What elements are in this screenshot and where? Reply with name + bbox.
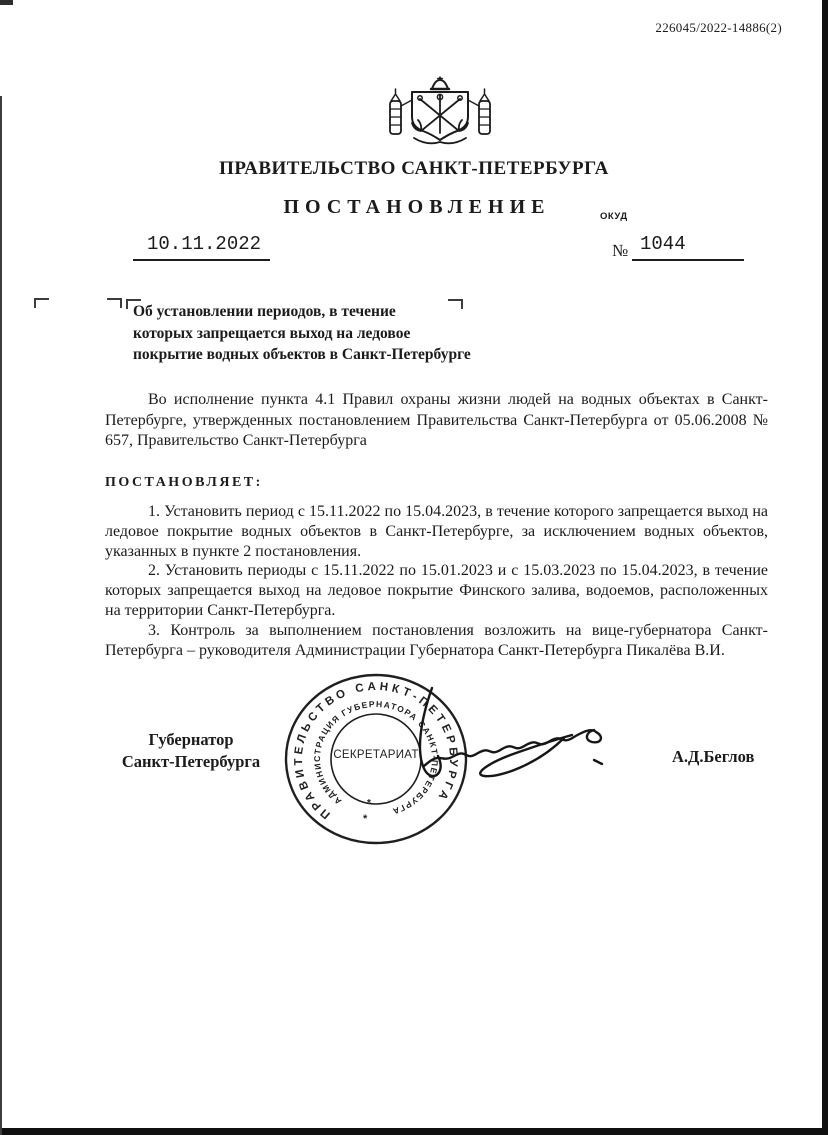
document-date: 10.11.2022 [147,233,262,255]
scan-edge-left [0,96,2,1135]
form-corner-mark [34,298,49,308]
issuing-authority-title: ПРАВИТЕЛЬСТВО САНКТ-ПЕТЕРБУРГА [219,158,609,179]
stamp-star: * [363,813,368,825]
subject-line: которых запрещается выход на ледовое [133,324,411,342]
scan-edge-bottom [0,1128,828,1135]
document-type-title: ПОСТАНОВЛЕНИЕ [283,196,551,218]
stamp-outer-text: ПРАВИТЕЛЬСТВО САНКТ-ПЕТЕРБУРГА [292,680,460,821]
stamp-inner-text: АДМИНИСТРАЦИЯ ГУБЕРНАТОРА САНКТ-ПЕТЕРБУРГА [311,698,441,817]
decree-subject [133,301,493,366]
decree-point-1: 1. Установить период с 15.11.2022 по 15.04.2023, в течение которого запрещается выход на ледовое покрытие водных объектов в Санкт-Петербурге, за исключением водных объектов, указанных в пункте 2 постановления. [105,503,768,560]
spb-coat-of-arms-icon [382,76,498,148]
document-number-field [632,233,744,261]
okud-label: ОКУД [600,211,628,222]
document-date-field [133,233,270,261]
signer-position [106,729,276,773]
signer-position-line: Губернатор [148,730,234,749]
registration-code: 226045/2022-14886(2) [655,20,782,35]
decree-point-2: 2. Установить периоды с 15.11.2022 по 15.01.2023 и с 15.03.2023 по 15.04.2023, в течение которых запрещается выход на ледовое покрытие Финского залива, водоемов, расположенных на территории Санкт-Петербурга. [105,562,768,619]
signer-name: А.Д.Беглов [672,747,755,766]
decree-point-3: 3. Контроль за выполнением постановления возложить на вице-губернатора Санкт-Петербурга – руководителя Администрации Губернатора Санкт-Петербурга Пикалёва В.И. [105,621,768,659]
form-corner-mark [107,298,122,308]
decree-points [105,502,768,660]
resolves-heading: ПОСТАНОВЛЯЕТ: [105,475,263,490]
signer-position-line: Санкт-Петербурга [121,752,261,771]
number-sign: № [612,241,629,260]
scan-corner-artifact [0,0,13,5]
preamble-paragraph: Во исполнение пункта 4.1 Правил охраны жизни людей на водных объектах в Санкт-Петербурге, утвержденных постановлением Правительства Санкт-Петербурга от 05.06.2008 № 657, Правительство Санкт-Петербурга [105,391,768,449]
stamp-center-text: СЕКРЕТАРИАТ [333,749,419,761]
stamp-star: * [367,798,371,809]
subject-line: Об установлении периодов, в течение [133,303,396,320]
handwritten-signature [388,676,628,786]
document-number: 1044 [640,233,686,255]
subject-line: покрытие водных объектов в Санкт-Петербурге [133,346,471,363]
